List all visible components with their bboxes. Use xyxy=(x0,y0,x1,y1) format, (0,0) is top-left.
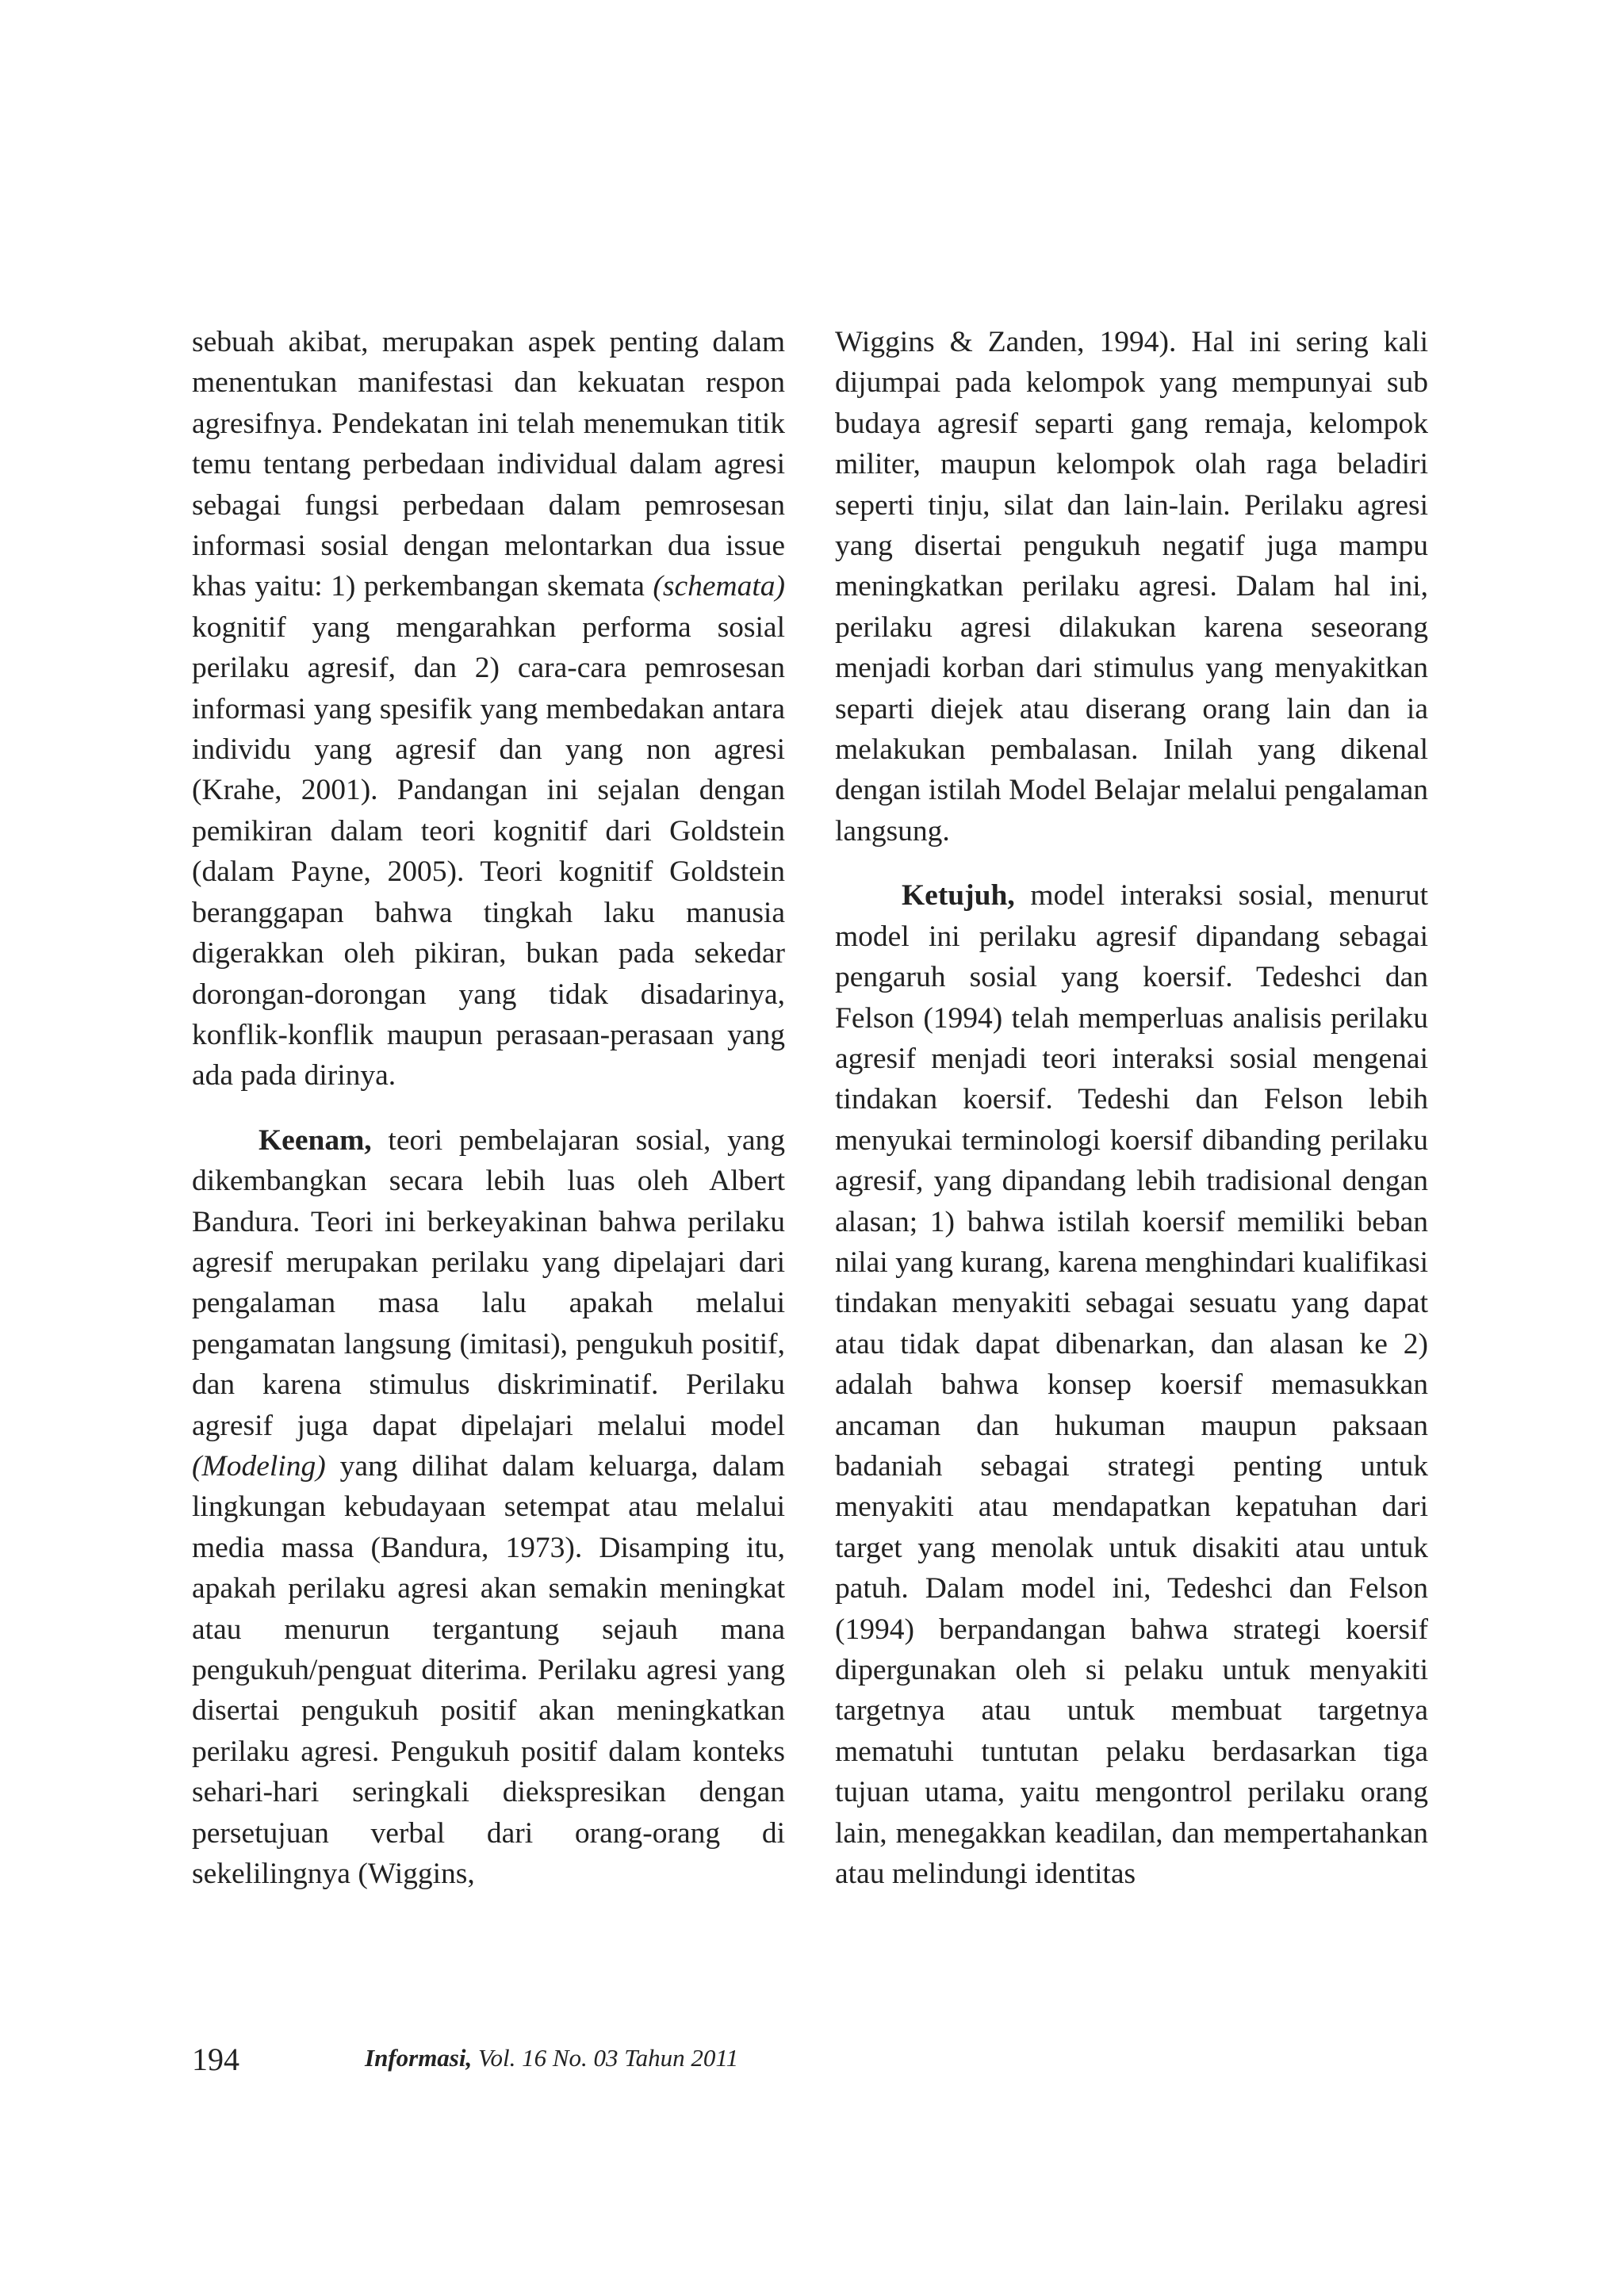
page-number: 194 xyxy=(192,2042,239,2077)
journal-name: Informasi, xyxy=(365,2044,473,2072)
body-paragraph xyxy=(192,1120,785,1895)
text-run: Wiggins & Zanden, 1994). Hal ini sering kali dijumpai pada kelompok yang mempunyai sub budaya agresif separti gang remaja, kelompok militer, maupun kelompok olah raga beladiri seperti tinju, silat dan lain-lain. Perilaku agresi yang disertai pengukuh negatif juga mampu meningkatkan perilaku agresi. Dalam hal ini, perilaku agresi dilakukan karena seseorang menjadi korban dari stimulus yang menyakitkan separti diejek atau diserang orang lain dan ia melakukan pembalasan. Inilah yang dikenal dengan istilah Model Belajar melalui pengalaman langsung. xyxy=(835,326,1428,848)
italic-term: (schemata) xyxy=(653,570,785,603)
body-paragraph xyxy=(835,875,1428,1894)
left-column xyxy=(192,322,785,1894)
text-run: kognitif yang mengarahkan performa sosial perilaku agresif, dan 2) cara-cara pemrosesan informasi yang spesifik yang membedakan antara individu yang agresif dan yang non agresi (Krahe, 2001). Pandangan ini sejalan dengan pemikiran dalam teori kognitif dari Goldstein (dalam Payne, 2005). Teori kognitif Goldstein beranggapan bahwa tingkah laku manusia digerakkan oleh pikiran, bukan pada sekedar dorongan-dorongan yang tidak disadarinya, konflik-konflik maupun perasaan-perasaan yang ada pada dirinya. xyxy=(192,610,785,1093)
paragraph-lead: Keenam, xyxy=(259,1123,372,1157)
text-run: sebuah akibat, merupakan aspek penting dalam menentukan manifestasi dan kekuatan respon agresifnya. Pendekatan ini telah menemukan titik temu tentang perbedaan individual dalam agresi sebagai fungsi perbedaan dalam pemrosesan informasi sosial dengan melontarkan dua issue khas yaitu: 1) perkembangan skemata xyxy=(192,326,785,603)
text-run: yang dilihat dalam keluarga, dalam lingkungan kebudayaan setempat atau melalui media massa (Bandura, 1973). Disamping itu, apakah perilaku agresi akan semakin meningkat atau menurun tergantung sejauh mana pengukuh/penguat diterima. Perilaku agresi yang disertai pengukuh positif akan meningkatkan perilaku agresi. Pengukuh positif dalam konteks sehari-hari seringkali diekspresikan dengan persetujuan verbal dari orang-orang di sekelilingnya (Wiggins, xyxy=(192,1449,785,1891)
italic-term: (Modeling) xyxy=(192,1449,326,1483)
text-run: model interaksi sosial, menurut model ini perilaku agresif dipandang sebagai pengaruh sosial yang koersif. Tedeshci dan Felson (1994) telah memperluas analisis perilaku agresif menjadi teori interaksi sosial mengenai tindakan koersif. Tedeshi dan Felson lebih menyukai terminologi koersif dibanding perilaku agresif, yang dipandang lebih tradisional dengan alasan; 1) bahwa istilah koersif memiliki beban nilai yang kurang, karena menghindari kualifikasi tindakan menyakiti sebagai sesuatu yang dapat atau tidak dapat dibenarkan, dan alasan ke 2) adalah bahwa konsep koersif memasukkan ancaman dan hukuman maupun paksaan badaniah sebagai strategi penting untuk menyakiti atau mendapatkan kepatuhan dari target yang menolak untuk disakiti atau untuk patuh. Dalam model ini, Tedeshci dan Felson (1994) berpandangan bahwa strategi koersif dipergunakan oleh si pelaku untuk menyakiti targetnya atau untuk membuat targetnya mematuhi tuntutan pelaku berdasarkan tiga tujuan utama, yaitu mengontrol perilaku orang lain, menegakkan keadilan, dan mempertahankan atau melindungi identitas xyxy=(835,879,1428,1891)
body-paragraph xyxy=(192,322,785,1096)
body-paragraph xyxy=(835,322,1428,851)
text-run: teori pembelajaran sosial, yang dikembangkan secara lebih luas oleh Albert Bandura. Teori ini berkeyakinan bahwa perilaku agresif merupakan perilaku yang dipelajari dari pengalaman masa lalu apakah melalui pengamatan langsung (imitasi), pengukuh positif, dan karena stimulus diskriminatif. Perilaku agresif juga dapat dipelajari melalui model xyxy=(192,1123,785,1442)
page-footer xyxy=(192,2041,985,2080)
right-column xyxy=(835,322,1428,1894)
journal-issue: Vol. 16 No. 03 Tahun 2011 xyxy=(472,2044,739,2072)
paragraph-lead: Ketujuh, xyxy=(902,879,1015,913)
journal-citation xyxy=(365,2044,738,2072)
